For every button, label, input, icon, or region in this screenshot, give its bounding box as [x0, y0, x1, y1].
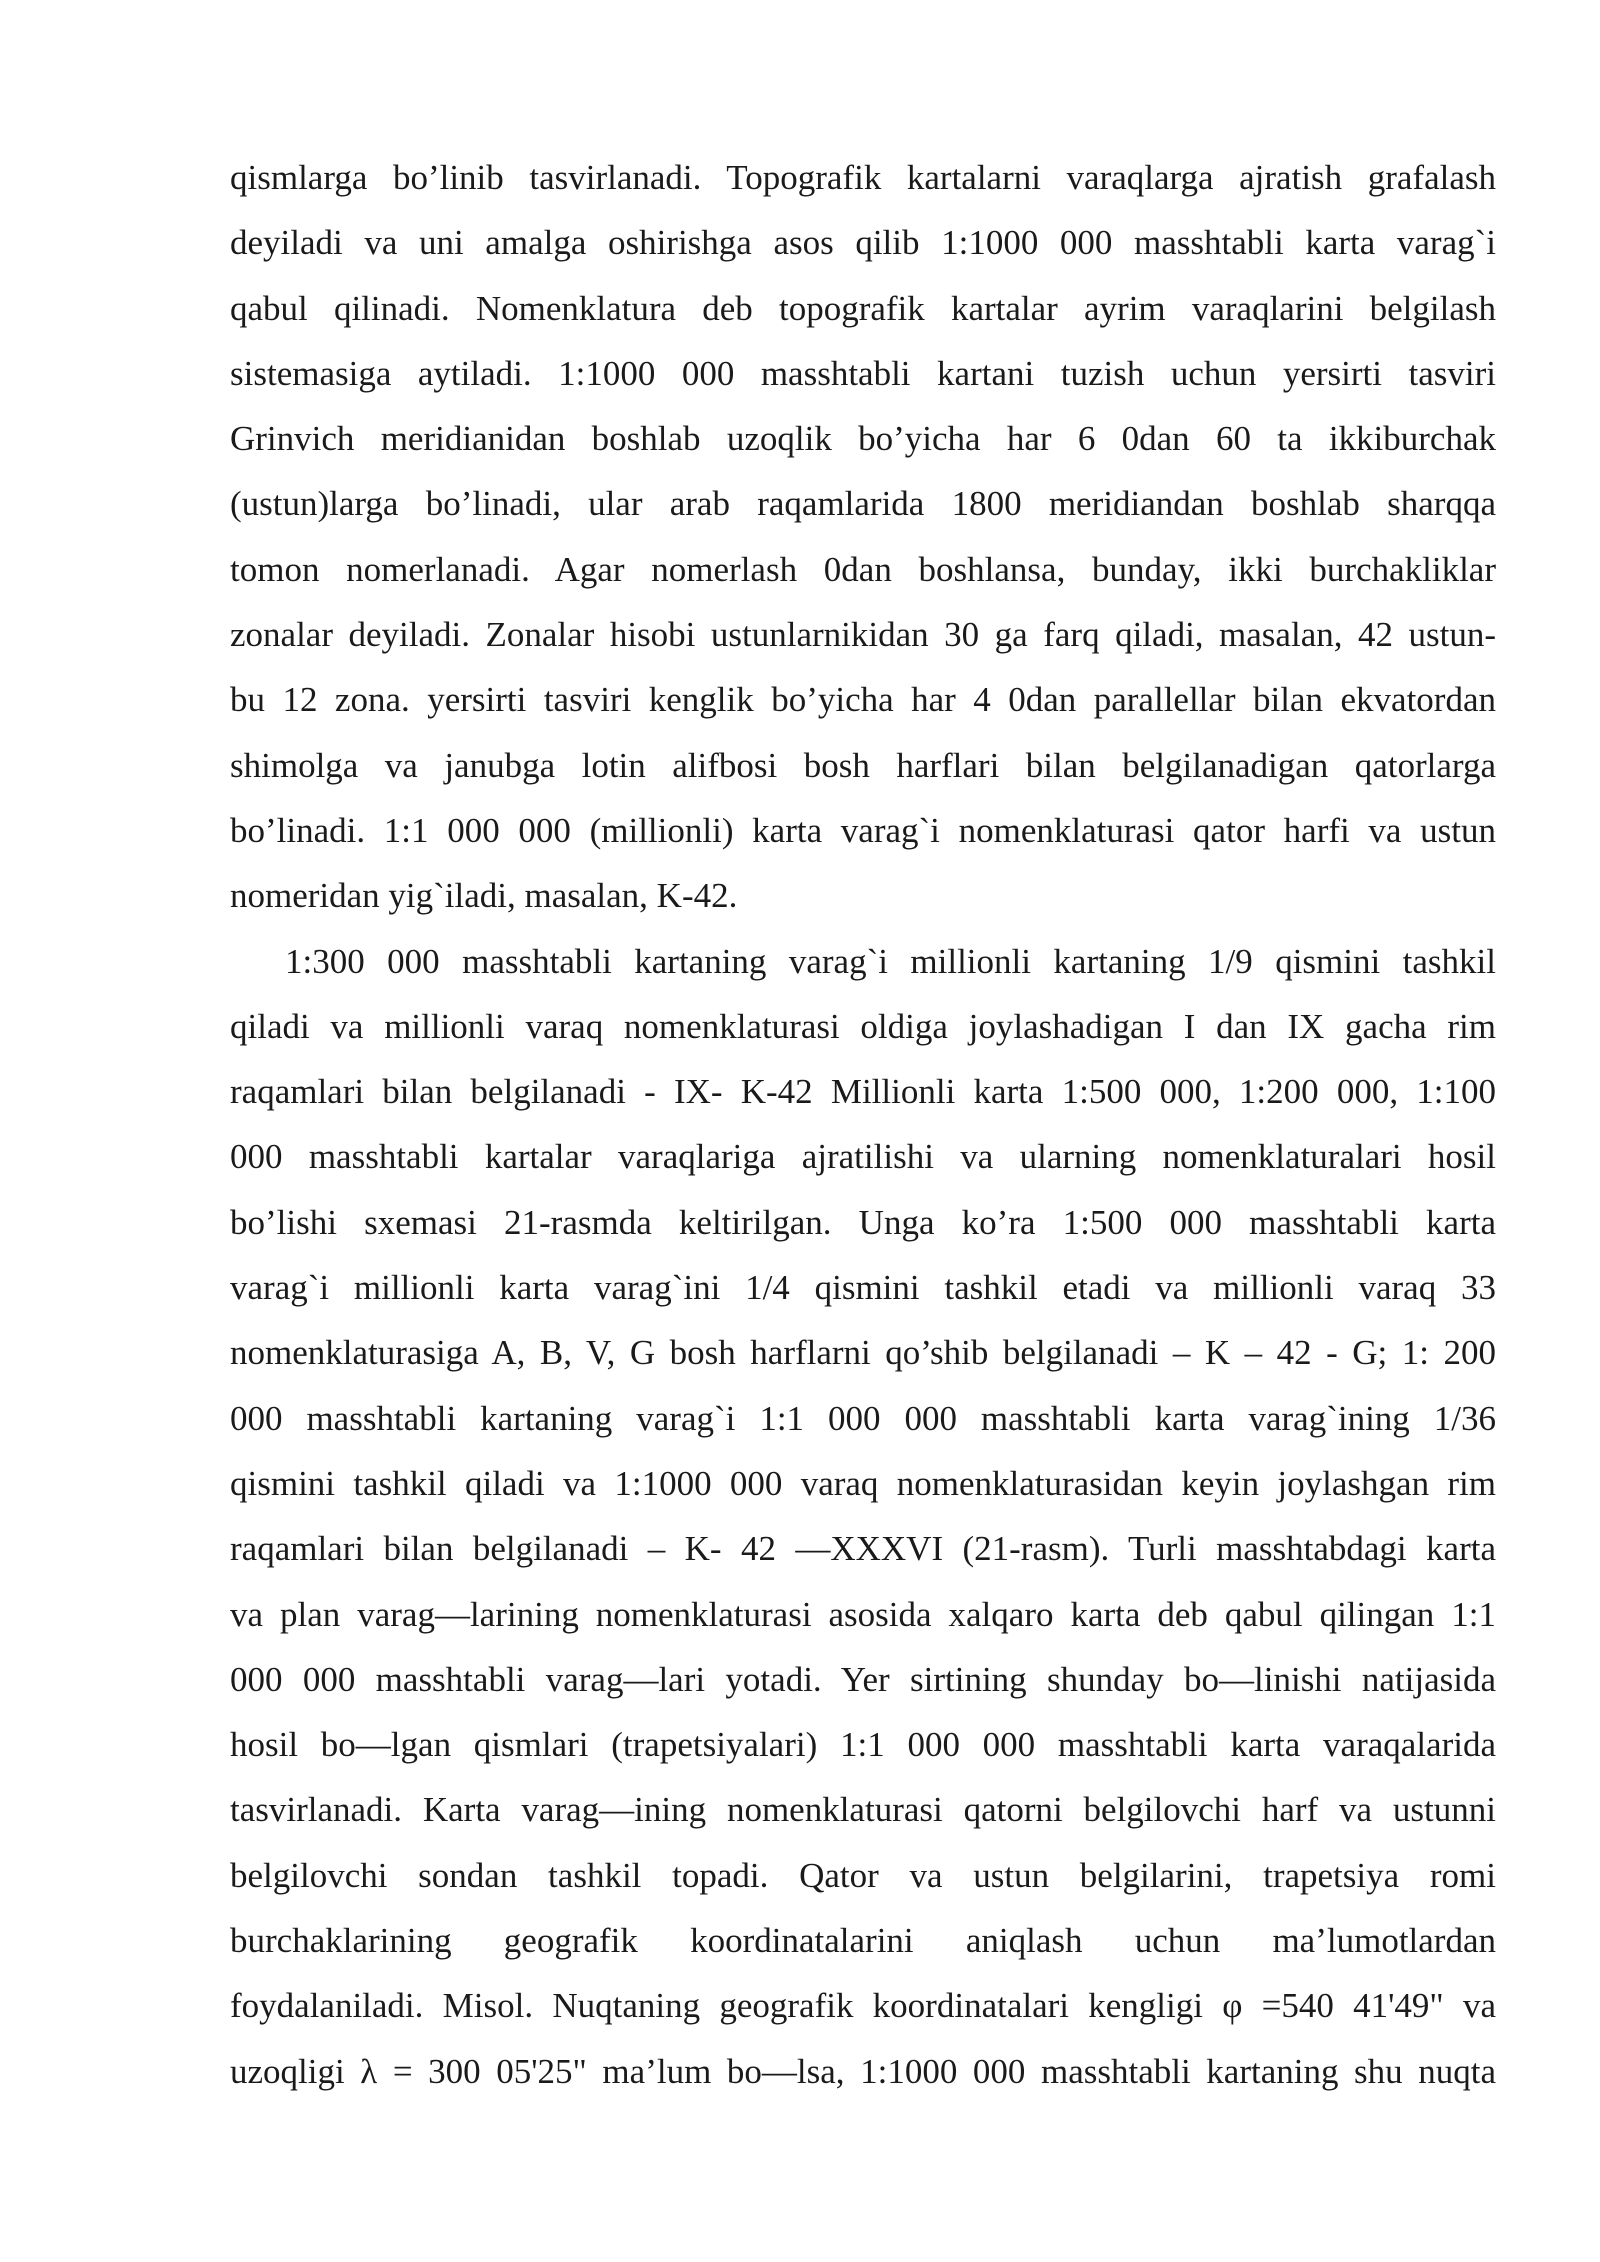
text-line: qabul qilinadi. Nomenklatura deb topografik kartalar ayrim varaqlarini belgilash — [230, 288, 1496, 328]
body-text — [230, 145, 1496, 2104]
text-line: burchaklarining geografik koordinatalarini aniqlash uchun ma’lumotlardan — [230, 1921, 1496, 1961]
text-line: zonalar deyiladi. Zonalar hisobi ustunlarnikidan 30 ga farq qiladi, masalan, 42 ustun- — [230, 615, 1496, 655]
text-line: bu 12 zona. yersirti tasviri kenglik bo’yicha har 4 0dan parallellar bilan ekvatordan — [230, 680, 1496, 720]
text-line: (ustun)larga bo’linadi, ular arab raqamlarida 1800 meridiandan boshlab sharqqa — [230, 484, 1496, 524]
text-line: raqamlari bilan belgilanadi – K- 42 —XXXVI (21-rasm). Turli masshtabdagi karta — [230, 1529, 1496, 1569]
text-line: nomenklaturasiga A, B, V, G bosh harflarni qo’shib belgilanadi – K – 42 - G; 1: 200 — [230, 1333, 1496, 1373]
text-line: tomon nomerlanadi. Agar nomerlash 0dan boshlansa, bunday, ikki burchakliklar — [230, 549, 1496, 589]
text-line: 1:300 000 masshtabli kartaning varag`i millionli kartaning 1/9 qismini tashkil — [285, 941, 1496, 981]
paragraph — [230, 145, 1496, 929]
text-line: foydalaniladi. Misol. Nuqtaning geografik koordinatalari kengligi φ =540 41'49" va — [230, 1986, 1496, 2026]
text-line: raqamlari bilan belgilanadi - IX- K-42 Millionli karta 1:500 000, 1:200 000, 1:100 — [230, 1072, 1496, 1112]
text-line: bo’linadi. 1:1 000 000 (millionli) karta varag`i nomenklaturasi qator harfi va ustun — [230, 810, 1496, 850]
paragraph — [230, 929, 1496, 2104]
text-line: va plan varag—larining nomenklaturasi asosida xalqaro karta deb qabul qilingan 1:1 — [230, 1594, 1496, 1634]
text-line: sistemasiga aytiladi. 1:1000 000 masshtabli kartani tuzish uchun yersirti tasviri — [230, 353, 1496, 393]
text-line: qismini tashkil qiladi va 1:1000 000 varaq nomenklaturasidan keyin joylashgan rim — [230, 1463, 1496, 1503]
text-line: varag`i millionli karta varag`ini 1/4 qismini tashkil etadi va millionli varaq 33 — [230, 1268, 1496, 1308]
text-line: qismlarga bo’linib tasvirlanadi. Topografik kartalarni varaqlarga ajratish grafalash — [230, 158, 1496, 197]
text-line: 000 masshtabli kartaning varag`i 1:1 000 000 masshtabli karta varag`ining 1/36 — [230, 1398, 1496, 1438]
text-line: qiladi va millionli varaq nomenklaturasi oldiga joylashadigan I dan IX gacha rim — [230, 1006, 1496, 1046]
text-line: shimolga va janubga lotin alifbosi bosh harflari bilan belgilanadigan qatorlarga — [230, 745, 1496, 785]
text-line: deyiladi va uni amalga oshirishga asos qilib 1:1000 000 masshtabli karta varag`i — [230, 223, 1496, 263]
text-line: hosil bo—lgan qismlari (trapetsiyalari) 1:1 000 000 masshtabli karta varaqalarida — [230, 1725, 1496, 1765]
text-line: nomeridan yig`iladi, masalan, K-42. — [230, 876, 738, 916]
text-line: uzoqligi λ = 300 05'25" ma’lum bo—lsa, 1:1000 000 masshtabli kartaning shu nuqta — [230, 2051, 1496, 2091]
text-line: 000 masshtabli kartalar varaqlariga ajratilishi va ularning nomenklaturalari hosil — [230, 1137, 1496, 1177]
text-line: Grinvich meridianidan boshlab uzoqlik bo’yicha har 6 0dan 60 ta ikkiburchak — [230, 419, 1496, 459]
text-line: belgilovchi sondan tashkil topadi. Qator va ustun belgilarini, trapetsiya romi — [230, 1855, 1496, 1895]
text-line: tasvirlanadi. Karta varag—ining nomenklaturasi qatorni belgilovchi harf va ustunni — [230, 1790, 1496, 1830]
text-line: bo’lishi sxemasi 21-rasmda keltirilgan. Unga ko’ra 1:500 000 masshtabli karta — [230, 1202, 1496, 1242]
text-line: 000 000 masshtabli varag—lari yotadi. Yer sirtining shunday bo—linishi natijasida — [230, 1659, 1496, 1699]
